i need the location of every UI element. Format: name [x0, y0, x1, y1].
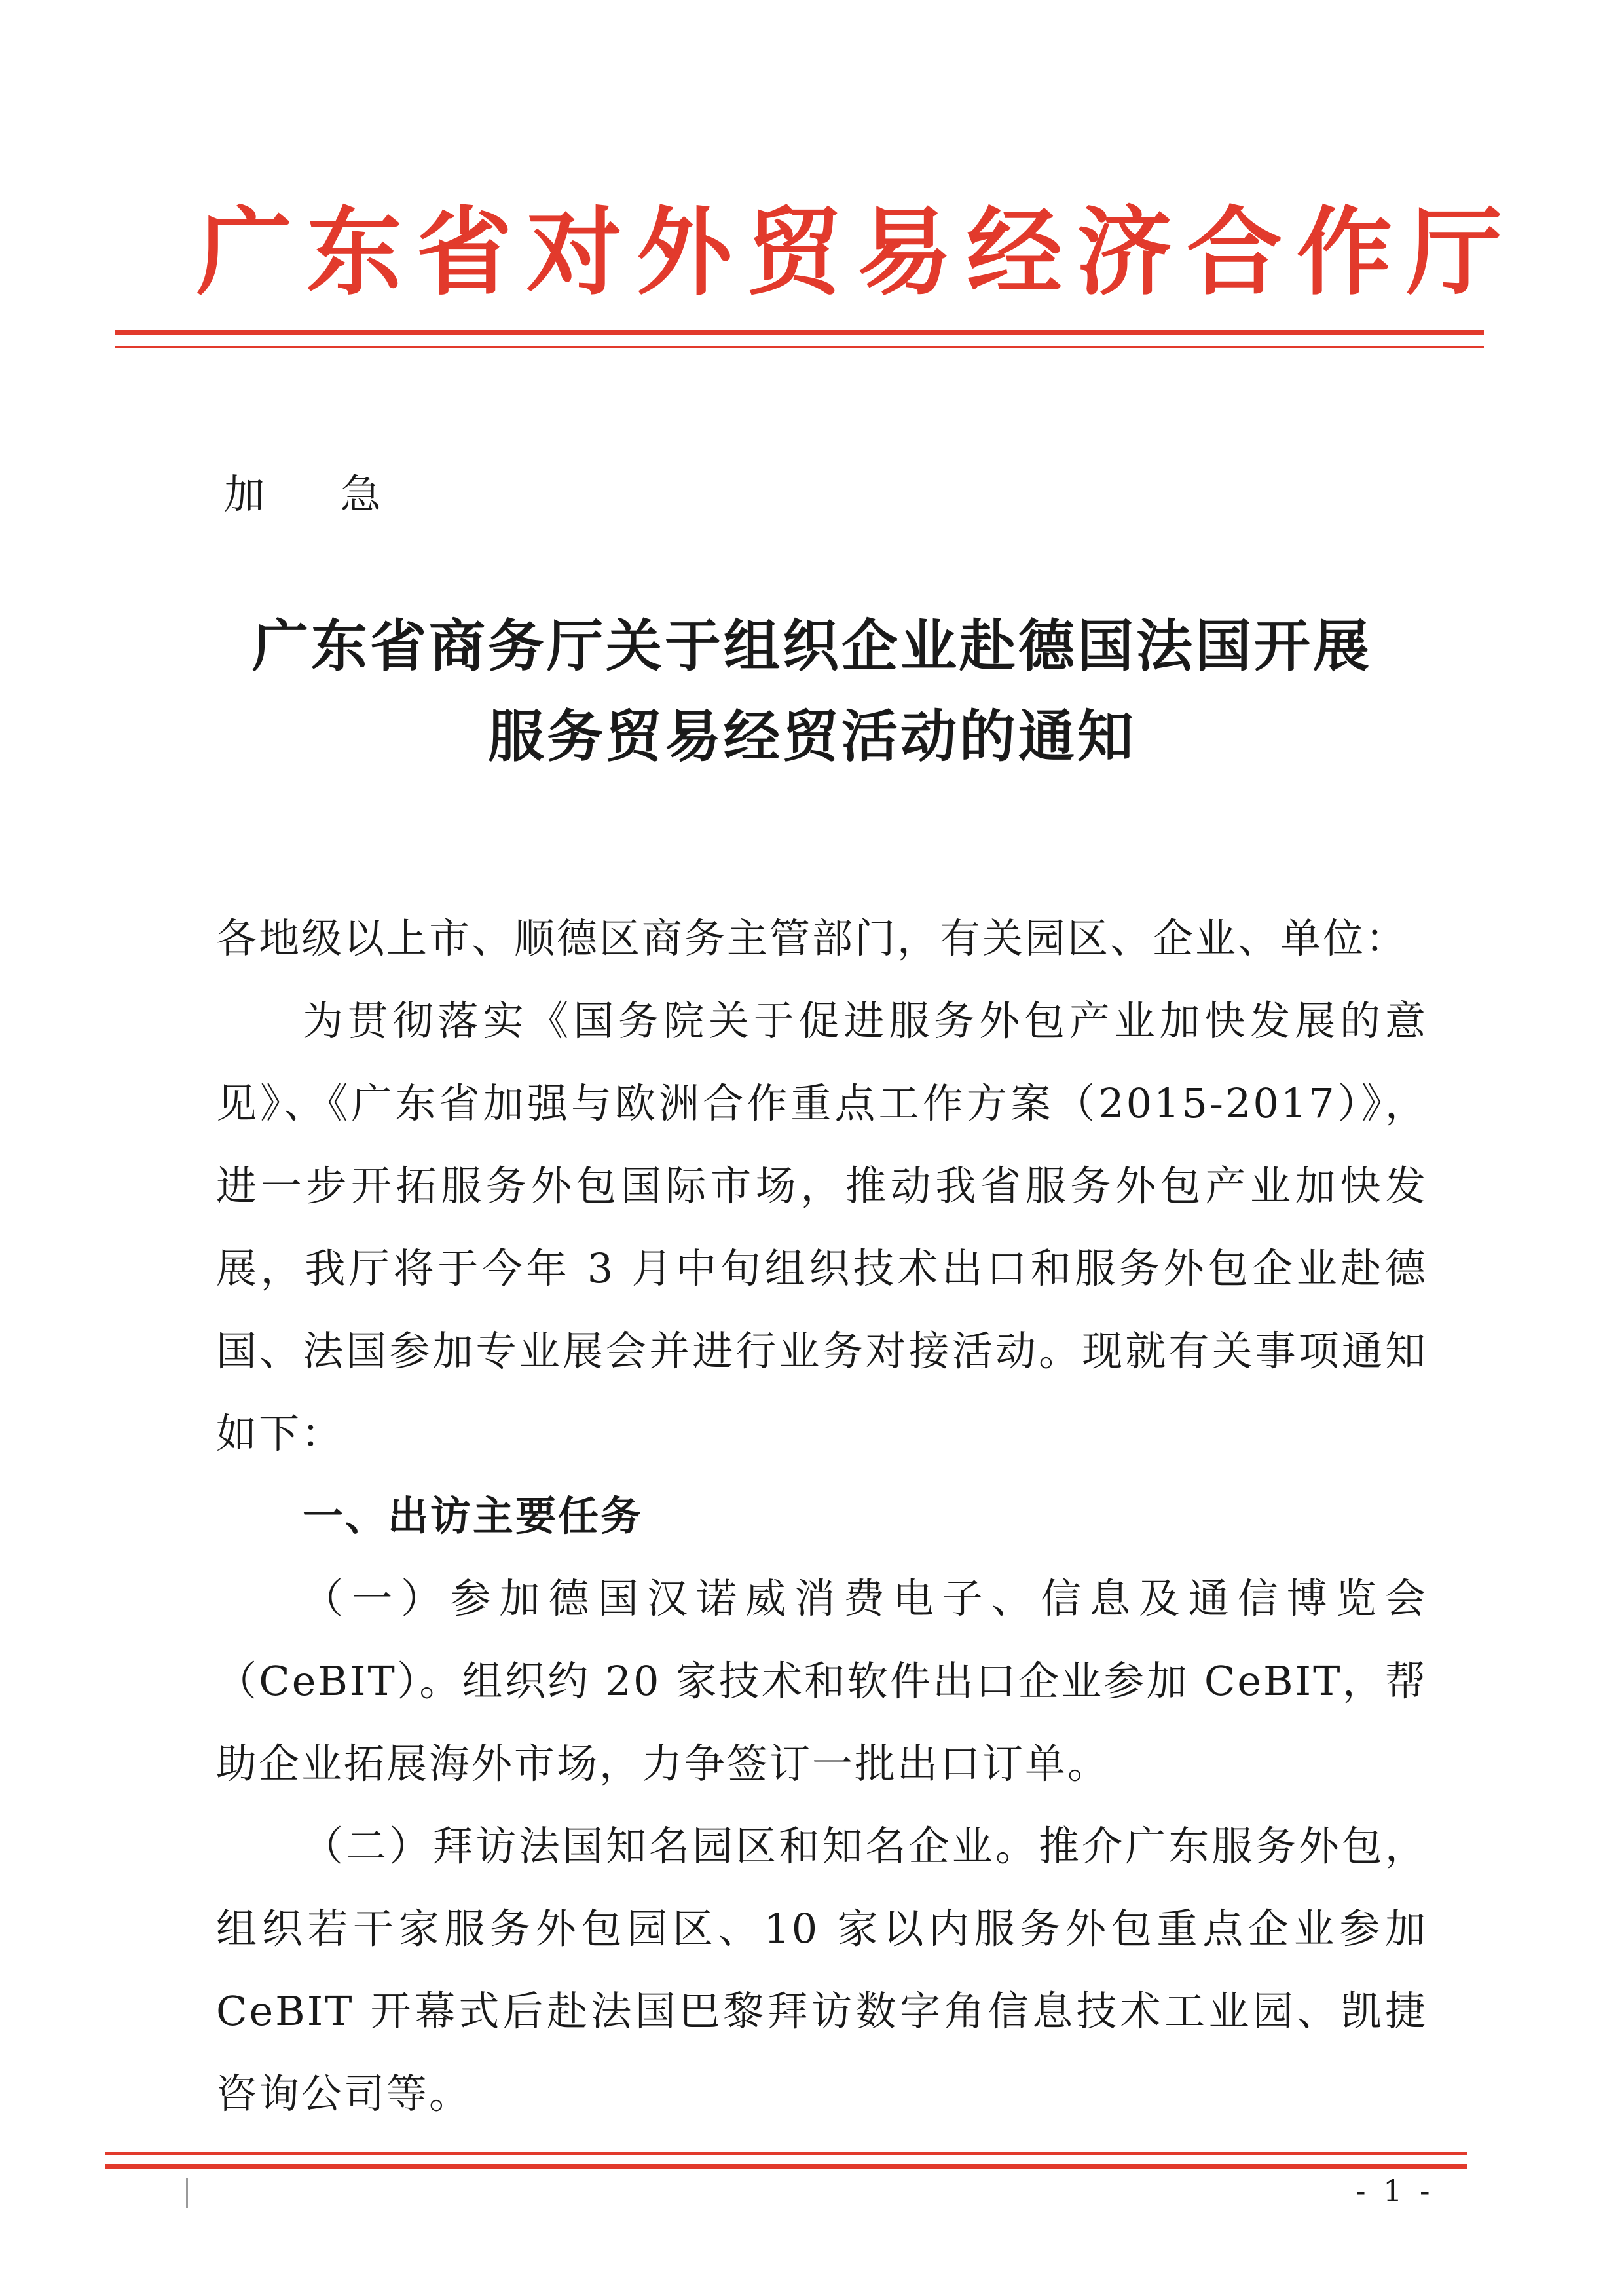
masthead-issuer: 广东省对外贸易经济合作厅 [196, 196, 1517, 308]
intro-paragraph: 为贯彻落实《国务院关于促进服务外包产业加快发展的意见》、《广东省加强与欧洲合作重点工作方案（2015-2017）》，进一步开拓服务外包国际市场，推动我省服务外包产业加快发展，我厅将于今年 3 月中旬组织技术出口和服务外包企业赴德国、法国参加专业展会并进行业务对接活动。现就有关事项通知如下： [216, 997, 1428, 1457]
document-title-line-2: 服务贸易经贸活动的通知 [488, 704, 1136, 770]
page-number: - 1 - [1356, 2173, 1434, 2209]
margin-mark [186, 2178, 188, 2208]
masthead-rule-thin [115, 346, 1484, 348]
document-title [157, 601, 1467, 782]
document-title-line-1: 广东省商务厅关于组织企业赴德国法国开展 [252, 614, 1372, 679]
urgency-label: 加 急 [224, 470, 413, 518]
footer-rule-thick [105, 2164, 1467, 2169]
recipients: 各地级以上市、顺德区商务主管部门，有关园区、企业、单位： [216, 914, 1409, 962]
task-item-1: （一）参加德国汉诺威消费电子、信息及通信博览会（CeBIT）。组织约 20 家技术和软件出口企业参加 CeBIT，帮助企业拓展海外市场，力争签订一批出口订单。 [216, 1575, 1428, 1787]
masthead-rule-thick [115, 330, 1484, 335]
section-heading-1: 一、出访主要任务 [303, 1492, 644, 1540]
footer-rule-thin [105, 2152, 1467, 2155]
document-body [216, 897, 1428, 2135]
task-item-2: （二）拜访法国知名园区和知名企业。推介广东服务外包，组织若干家服务外包园区、10 家以内服务外包重点企业参加 CeBIT 开幕式后赴法国巴黎拜访数字角信息技术工业园、凯捷咨询公司等。 [216, 1822, 1428, 2118]
